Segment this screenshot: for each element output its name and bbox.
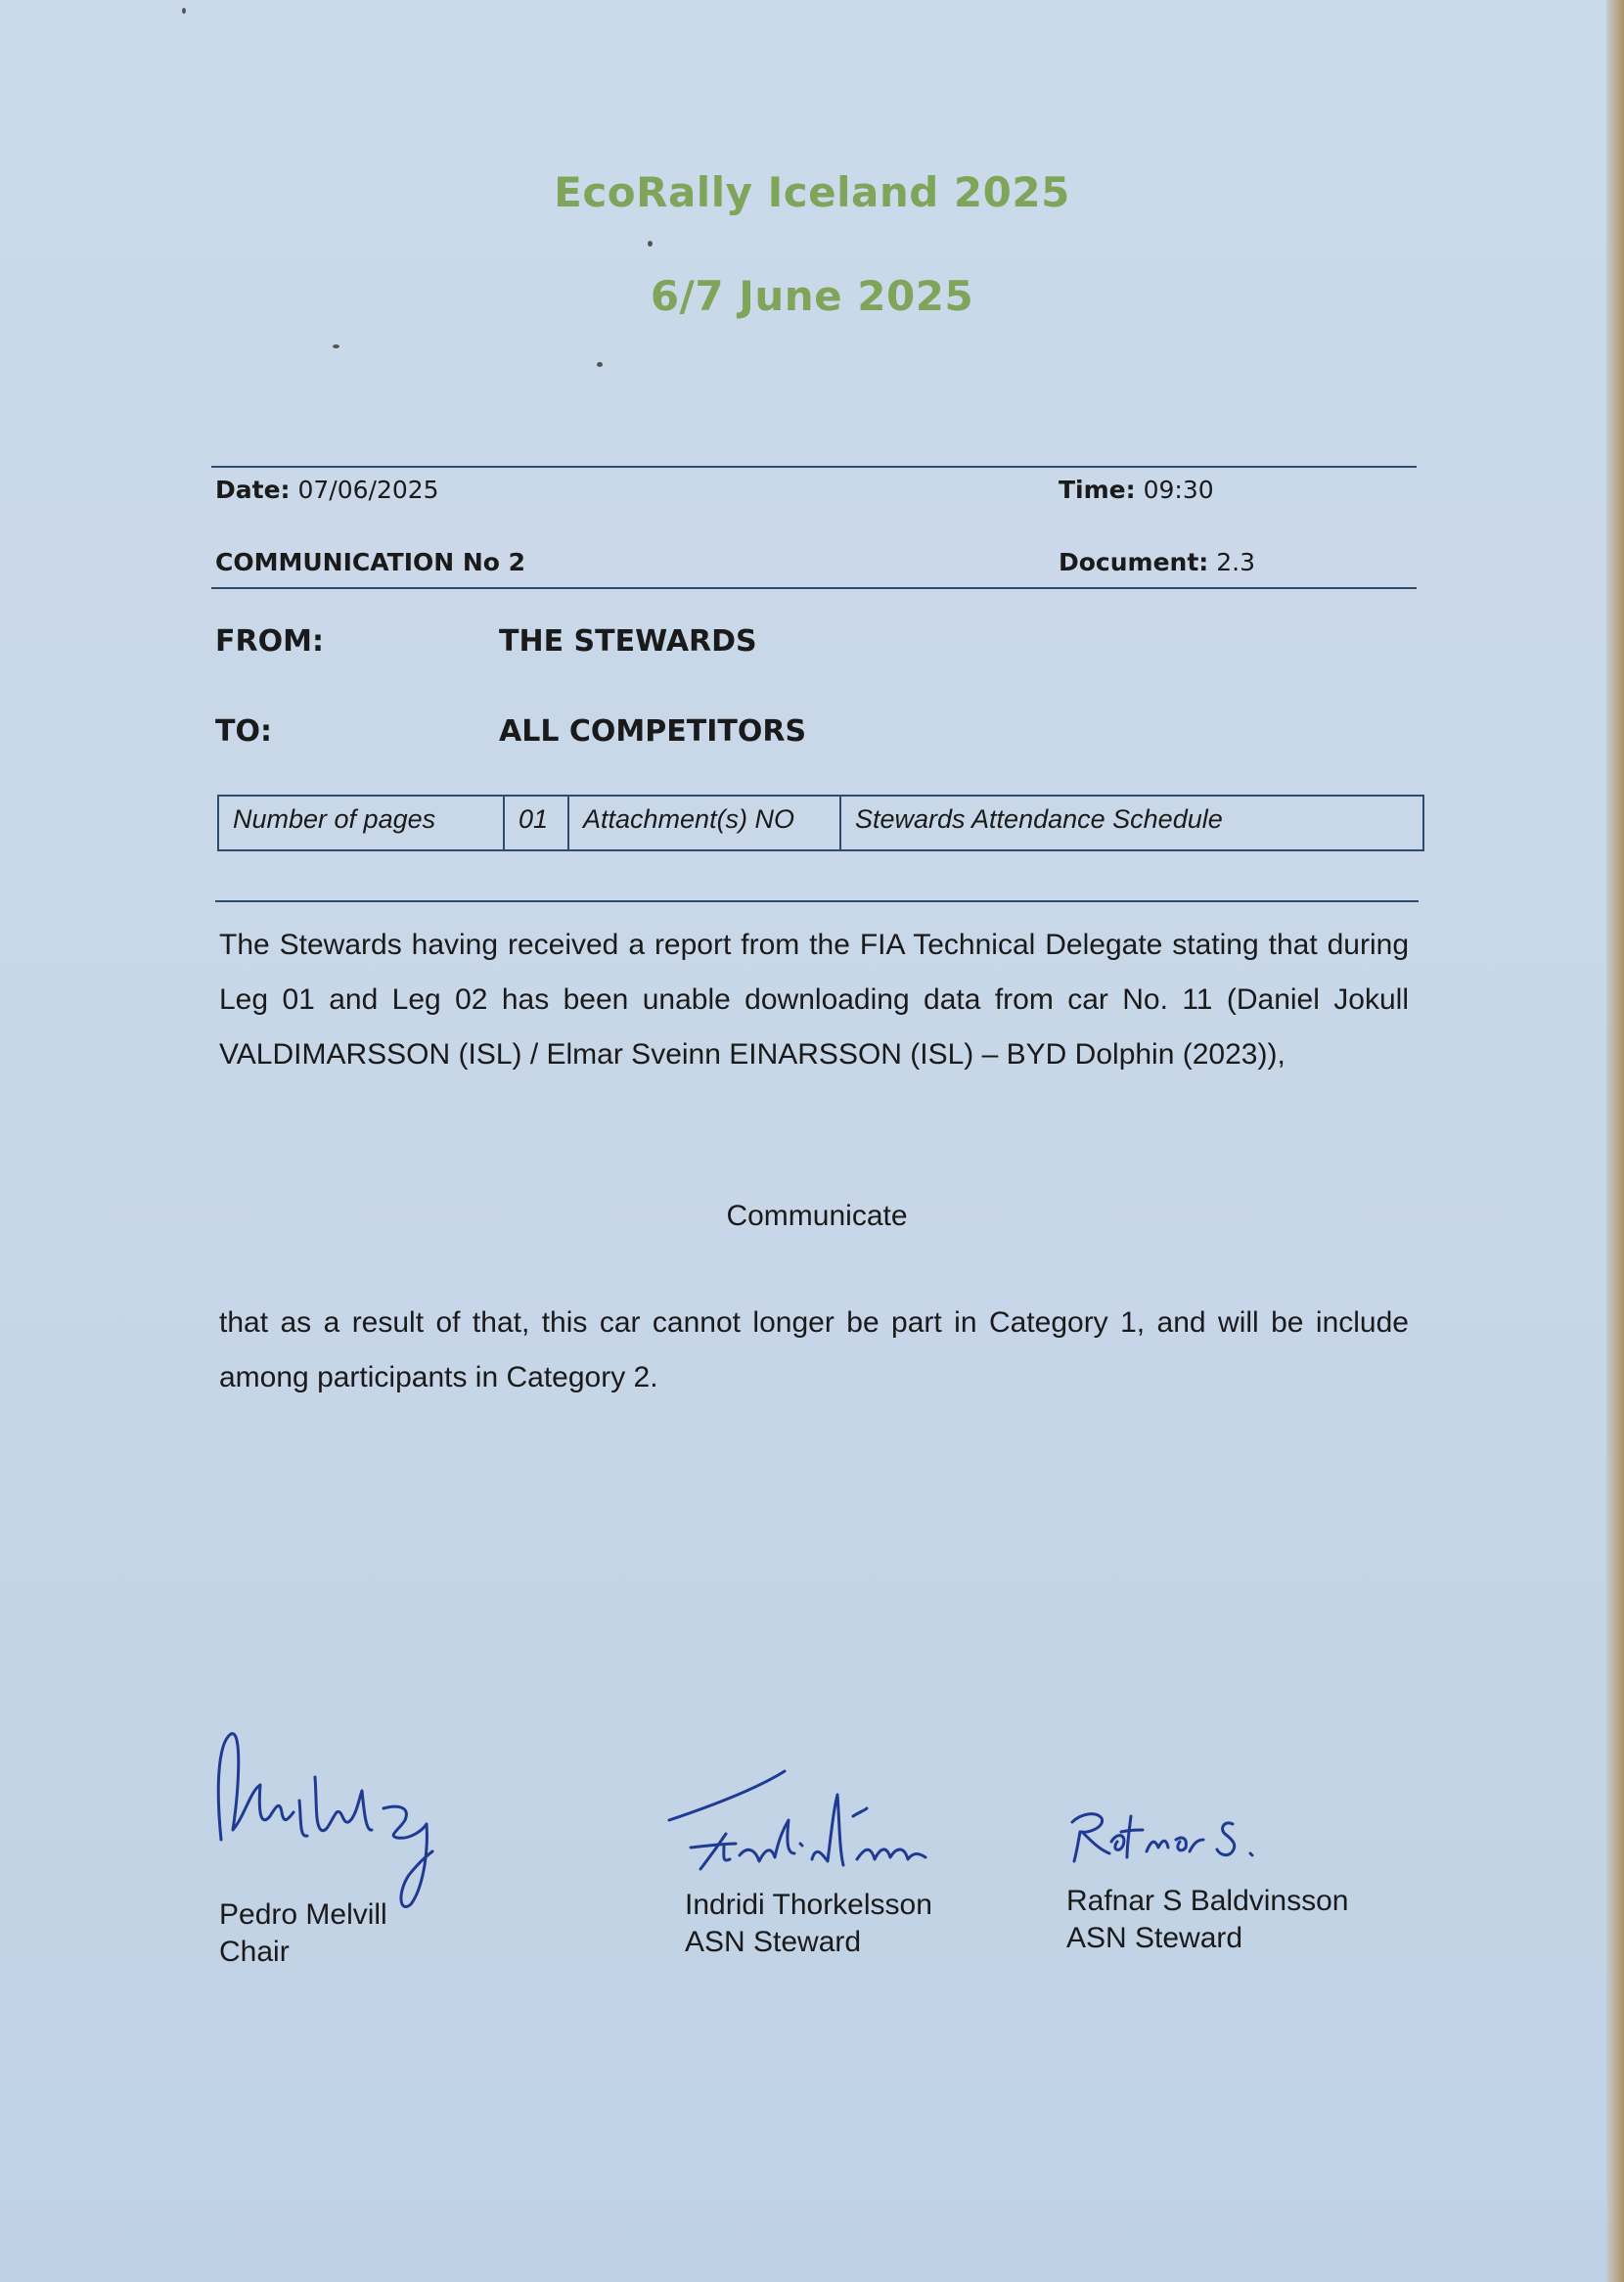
body-paragraph-1: The Stewards having received a report from the FIA Technical Delegate stating that during Leg 01 and Leg 02 has been unable downloading data from car No. 11 (Daniel Jokull VALDIMARSSON (ISL) / Elmar Sveinn EINARSSON (ISL) – BYD Dolphin (2023)), bbox=[219, 929, 1409, 1071]
signatory-1-name: Pedro Melvill bbox=[219, 1898, 387, 1931]
signatory-1-role: Chair bbox=[219, 1936, 290, 1968]
signatory-2-role: ASN Steward bbox=[685, 1926, 862, 1958]
event-title: EcoRally Iceland 2025 bbox=[554, 168, 1070, 216]
document-value: 2.3 bbox=[1216, 548, 1256, 576]
attachments-cell: Attachment(s) NO bbox=[568, 796, 840, 850]
signature-pedro-melvill bbox=[205, 1722, 538, 1918]
from-value: THE STEWARDS bbox=[499, 624, 757, 659]
body-paragraph-2: that as a result of that, this car cannot longer be part in Category 1, and will be include among participants in Category 2. bbox=[219, 1306, 1409, 1393]
pages-label: Number of pages bbox=[218, 796, 504, 850]
subject-cell: Stewards Attendance Schedule bbox=[840, 796, 1423, 850]
signature-indridi-thorkelsson bbox=[665, 1752, 998, 1908]
header-bottom-rule bbox=[211, 587, 1417, 589]
time-value: 09:30 bbox=[1143, 476, 1214, 504]
event-date: 6/7 June 2025 bbox=[650, 272, 974, 320]
date-field bbox=[215, 476, 439, 504]
paper-speck bbox=[333, 344, 339, 348]
from-label: FROM: bbox=[215, 624, 324, 659]
table-surface-edge bbox=[1606, 0, 1624, 2282]
paper-speck bbox=[597, 362, 603, 367]
to-label: TO: bbox=[215, 714, 272, 749]
signatory-2 bbox=[685, 1887, 932, 1961]
date-value: 07/06/2025 bbox=[297, 476, 439, 504]
info-table bbox=[217, 795, 1424, 851]
signatory-1 bbox=[219, 1896, 387, 1971]
paper-speck bbox=[182, 8, 186, 14]
signatory-3-name: Rafnar S Baldvinsson bbox=[1066, 1885, 1349, 1917]
info-table-row bbox=[218, 796, 1423, 850]
date-label: Date: bbox=[215, 476, 291, 504]
decision-word: Communicate bbox=[726, 1200, 908, 1232]
signature-rafnar-baldvinsson bbox=[1066, 1797, 1282, 1875]
paper-speck bbox=[648, 241, 653, 247]
communication-number bbox=[215, 548, 525, 576]
to-value: ALL COMPETITORS bbox=[499, 714, 807, 749]
signatory-2-name: Indridi Thorkelsson bbox=[685, 1889, 932, 1921]
time-label: Time: bbox=[1059, 476, 1136, 504]
signatory-3 bbox=[1066, 1883, 1349, 1957]
time-field bbox=[1059, 476, 1214, 504]
pages-value: 01 bbox=[504, 796, 568, 850]
header-top-rule bbox=[211, 466, 1417, 468]
document-label: Document: bbox=[1059, 548, 1209, 576]
signatory-3-role: ASN Steward bbox=[1066, 1922, 1243, 1954]
document-field bbox=[1059, 548, 1255, 576]
body-top-rule bbox=[215, 900, 1419, 902]
communication-label: COMMUNICATION No 2 bbox=[215, 548, 526, 576]
